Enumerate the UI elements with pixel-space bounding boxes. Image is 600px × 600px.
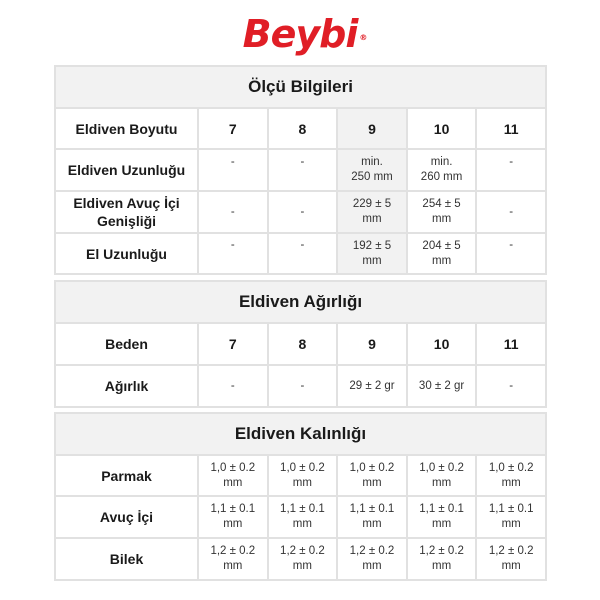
row-label: Eldiven Uzunluğu xyxy=(55,149,198,191)
value-cell: - xyxy=(230,205,235,218)
value-cell: - xyxy=(300,239,305,251)
table-row xyxy=(55,365,546,407)
size-header: 10 xyxy=(407,323,477,365)
value-cell: 1,0 ± 0.2 mm xyxy=(337,455,407,496)
value-cell: - xyxy=(476,365,546,407)
size-header: 9 xyxy=(337,323,407,365)
brand-logo xyxy=(0,12,600,56)
value-cell: - xyxy=(230,239,235,251)
size-header: 10 xyxy=(407,108,477,149)
value-cell: 192 ± 5 mm xyxy=(352,239,392,267)
size-header: 7 xyxy=(198,323,268,365)
value-cell: - xyxy=(300,205,305,218)
eldiven-agirligi-table xyxy=(54,280,547,408)
value-cell: 1,0 ± 0.2 mm xyxy=(407,455,477,496)
row-label: Parmak xyxy=(55,455,198,496)
value-cell: 1,1 ± 0.1 mm xyxy=(407,496,477,538)
value-cell: 1,1 ± 0.1 mm xyxy=(337,496,407,538)
value-cell: - xyxy=(509,205,514,218)
value-cell: 30 ± 2 gr xyxy=(407,365,477,407)
eldiven-kalinligi-title: Eldiven Kalınlığı xyxy=(55,413,546,455)
registered-mark: ® xyxy=(359,33,367,42)
row-label: Eldiven Avuç İçi Genişliği xyxy=(55,191,198,233)
value-cell: 1,0 ± 0.2 mm xyxy=(198,455,268,496)
value-cell: 1,2 ± 0.2 mm xyxy=(268,538,338,580)
eldiven-agirligi-title: Eldiven Ağırlığı xyxy=(55,281,546,323)
table-row xyxy=(55,149,546,191)
size-header: 9 xyxy=(337,108,407,149)
size-header: 11 xyxy=(476,323,546,365)
value-cell: 204 ± 5 mm xyxy=(422,239,461,267)
value-cell: - xyxy=(268,365,338,407)
size-header: 8 xyxy=(268,108,338,149)
value-cell: min. 250 mm xyxy=(351,156,393,183)
value-cell: 254 ± 5 mm xyxy=(422,198,461,225)
value-cell: 1,0 ± 0.2 mm xyxy=(476,455,546,496)
table-row xyxy=(55,538,546,580)
size-header: 11 xyxy=(476,108,546,149)
value-cell: - xyxy=(230,155,235,168)
table-row xyxy=(55,191,546,233)
beden-label: Beden xyxy=(55,323,198,365)
value-cell: 1,2 ± 0.2 mm xyxy=(476,538,546,580)
value-cell: 1,1 ± 0.1 mm xyxy=(268,496,338,538)
row-label: Ağırlık xyxy=(55,365,198,407)
row-label: Bilek xyxy=(55,538,198,580)
value-cell: - xyxy=(509,155,514,168)
table-row xyxy=(55,496,546,538)
value-cell: 1,1 ± 0.1 mm xyxy=(476,496,546,538)
value-cell: min. 260 mm xyxy=(420,156,463,183)
brand-logo-text: Beybi ® xyxy=(243,12,358,56)
value-cell: 1,2 ± 0.2 mm xyxy=(337,538,407,580)
value-cell: - xyxy=(300,155,305,168)
value-cell: 1,0 ± 0.2 mm xyxy=(268,455,338,496)
value-cell: - xyxy=(198,365,268,407)
olcu-bilgileri-table xyxy=(54,65,547,275)
value-cell: 1,1 ± 0.1 mm xyxy=(198,496,268,538)
value-cell: - xyxy=(509,239,514,251)
value-cell: 29 ± 2 gr xyxy=(337,365,407,407)
table-row xyxy=(55,455,546,496)
row-label: Avuç İçi xyxy=(55,496,198,538)
size-header: 8 xyxy=(268,323,338,365)
eldiven-boyutu-label: Eldiven Boyutu xyxy=(55,108,198,149)
value-cell: 1,2 ± 0.2 mm xyxy=(198,538,268,580)
value-cell: 229 ± 5 mm xyxy=(352,198,392,225)
eldiven-kalinligi-table xyxy=(54,412,547,581)
value-cell: 1,2 ± 0.2 mm xyxy=(407,538,477,580)
olcu-bilgileri-title: Ölçü Bilgileri xyxy=(55,66,546,108)
size-header: 7 xyxy=(198,108,268,149)
row-label: El Uzunluğu xyxy=(55,233,198,274)
table-row xyxy=(55,233,546,274)
